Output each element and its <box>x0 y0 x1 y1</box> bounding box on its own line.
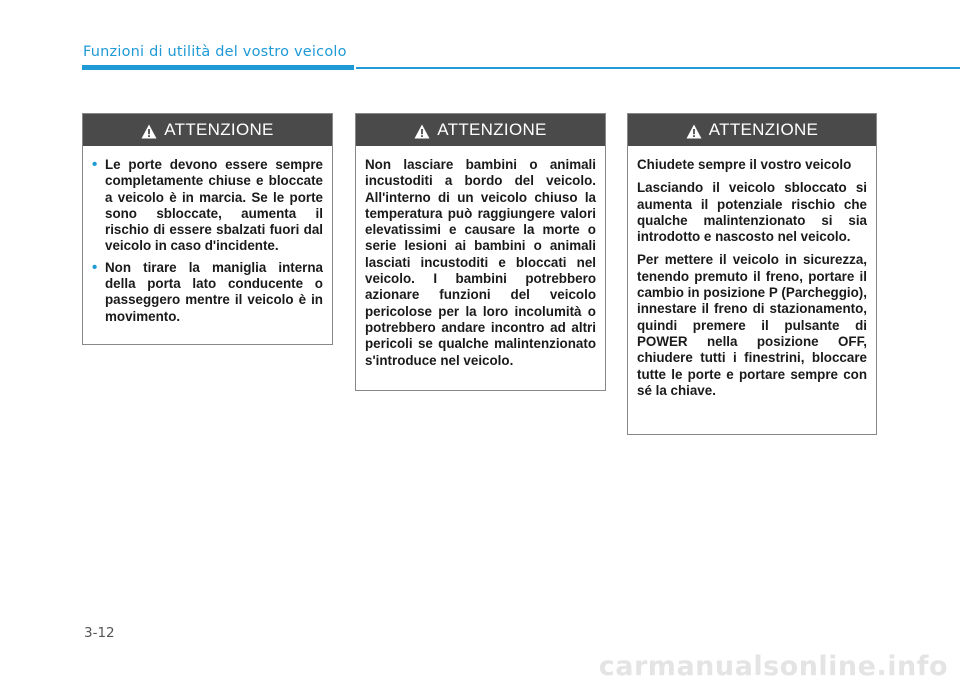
bullet-icon: • <box>92 258 98 276</box>
warning-title: ATTENZIONE <box>437 120 547 139</box>
warning-paragraph: Non lasciare bambini o animali incustoditi a bordo del veicolo. All'interno di un veicolo chiuso la temperatura può raggiungere valori elevatissimi e causare la morte o serie lesioni ai bambini o animali lasciati incustoditi e bloccati nel veicolo. I bambini potrebbero azionare funzioni del veicolo pericolose per la loro incolumità o potrebbero andare incontro ad altri pericoli se qualche malintenzionato s'introduce nel veicolo. <box>365 157 596 368</box>
warning-header <box>83 114 332 146</box>
warning-title: ATTENZIONE <box>164 120 274 139</box>
warning-header <box>628 114 876 146</box>
warning-triangle-icon <box>414 124 430 139</box>
warning-subtitle: Chiudete sempre il vostro veicolo <box>637 157 852 172</box>
warning-title: ATTENZIONE <box>708 120 819 139</box>
header-rule-thin <box>356 67 960 69</box>
warning-box-children <box>355 113 606 391</box>
warning-paragraph: Per mettere il veicolo in sicurezza, tenendo premuto il freno, portare il cambio in posizione P (Parcheggio), innestare il freno di stazionamento, quindi premere il pulsante di POWER nella posizione OFF, chiudere tutti i finestrini, bloccare tutte le porte e portare sempre con sé la chiave. <box>637 252 867 398</box>
bullet-text: Non tirare la maniglia interna della porta lato conducente o passeggero mentre il veicolo è in movimento. <box>105 259 323 324</box>
bullet-icon: • <box>92 156 98 173</box>
warning-paragraph: Lasciando il veicolo sbloccato si aumenta il potenziale rischio che qualche malintenzionato si sia introdotto e nascosto nel veicolo. <box>637 180 867 245</box>
warning-box-doors <box>82 113 333 345</box>
page-number: 3-12 <box>84 625 115 641</box>
header-rule-thick <box>82 65 354 70</box>
warning-triangle-icon <box>141 124 157 139</box>
bullet-text: Le porte devono essere sempre completamente chiuse e bloccate a veicolo è in marcia. Se le porte sono sbloccate, aumenta il rischio di essere sbalzati fuori dal veicolo in caso d'incidente. <box>105 157 323 254</box>
warning-box-lock-vehicle <box>627 113 877 435</box>
section-title: Funzioni di utilità del vostro veicolo <box>83 44 347 60</box>
warning-triangle-icon <box>686 124 702 139</box>
warning-header <box>356 114 605 146</box>
watermark: carmanualsonline.info <box>598 651 948 682</box>
list-item <box>92 157 323 255</box>
list-item <box>92 260 323 325</box>
